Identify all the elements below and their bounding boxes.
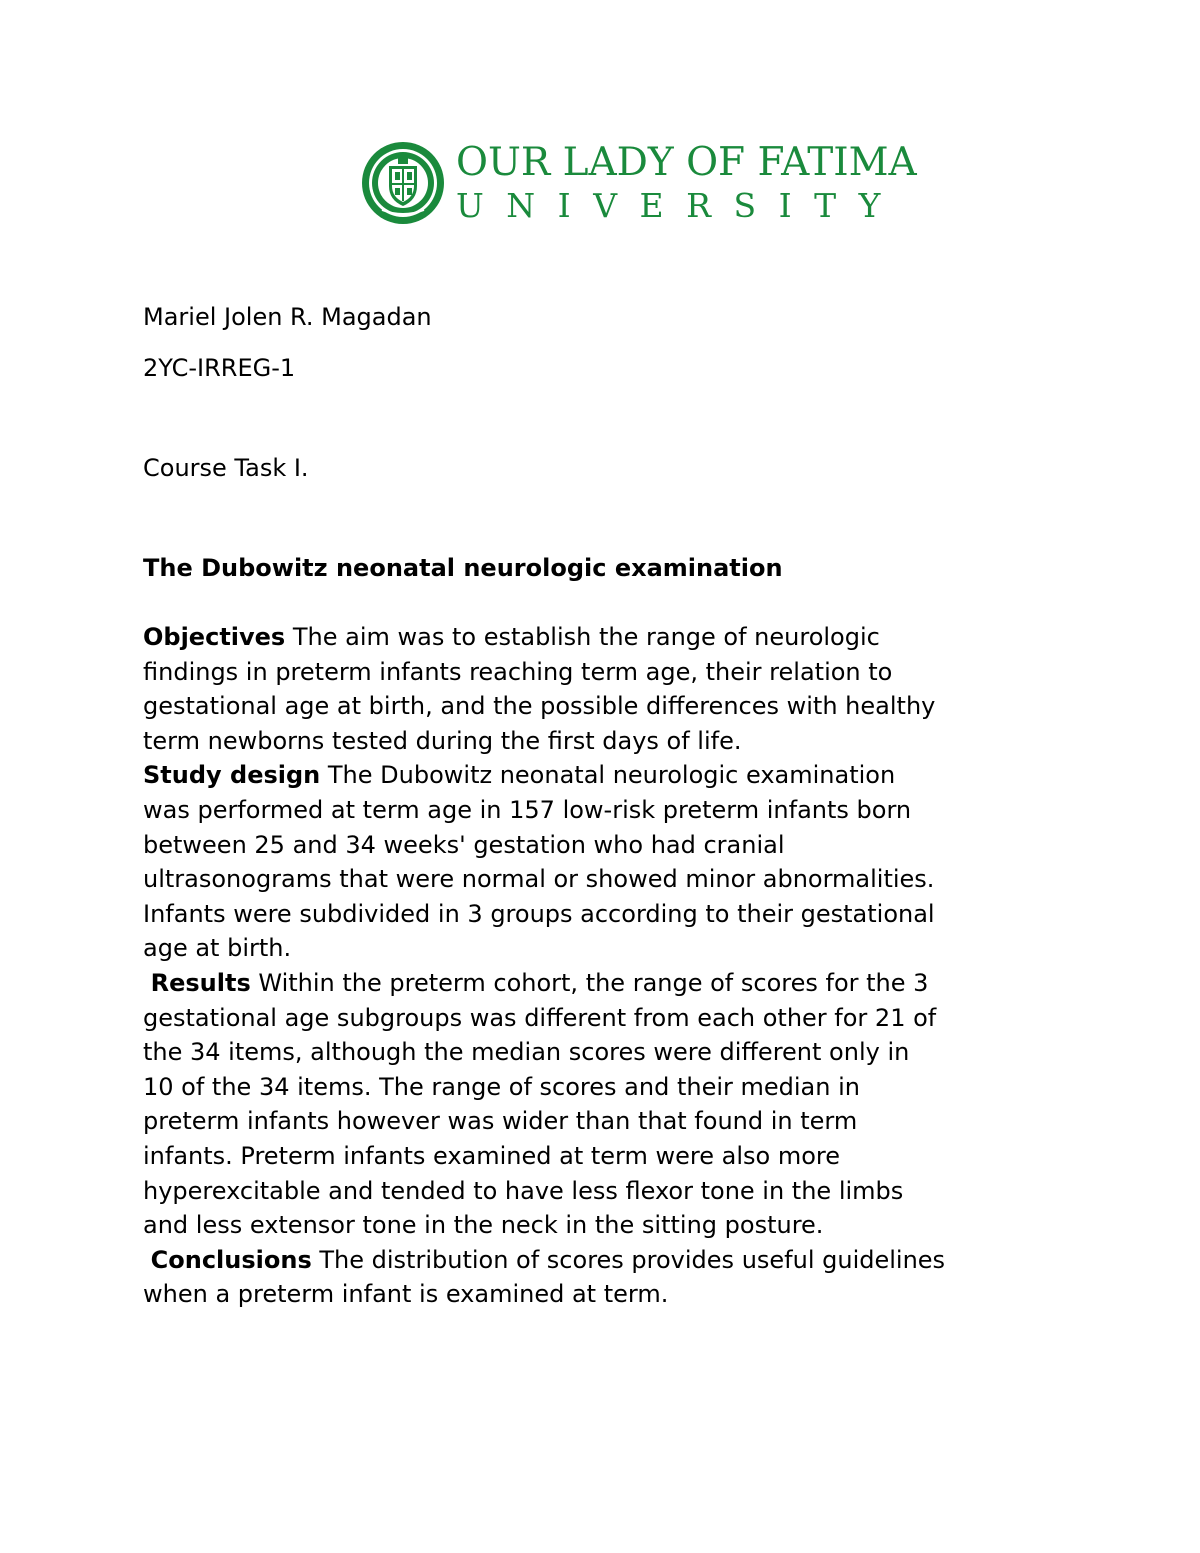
abstract-text: hyperexcitable and tended to have less flexor tone in the limbs [143, 1176, 904, 1205]
conclusions-line [143, 1243, 945, 1278]
abstract-text: Within the preterm cohort, the range of scores for the 3 [250, 968, 929, 997]
abstract-text: when a preterm infant is examined at term. [143, 1280, 669, 1309]
objectives-heading: Objectives [143, 623, 286, 651]
abstract-text: The Dubowitz neonatal neurologic examination [320, 761, 896, 790]
university-logo [360, 140, 920, 230]
objectives-line [143, 620, 945, 655]
conclusions-heading: Conclusions [150, 1245, 312, 1274]
university-name-line2: UNIVERSITY [456, 186, 903, 225]
abstract-text: and less extensor tone in the neck in the sitting posture. [143, 1211, 824, 1240]
student-name: Mariel Jolen R. Magadan [143, 303, 432, 331]
abstract-text: was performed at term age in 157 low-risk preterm infants born [143, 795, 912, 824]
abstract-text: the 34 items, although the median scores were different only in [143, 1038, 910, 1067]
abstract-text: infants. Preterm infants examined at term were also more [143, 1141, 840, 1170]
university-seal-icon [360, 140, 446, 226]
abstract-text: preterm infants however was wider than that found in term [143, 1107, 858, 1136]
abstract-text: The aim was to establish the range of neurologic [285, 623, 880, 651]
abstract-text: 10 of the 34 items. The range of scores and their median in [143, 1072, 860, 1101]
course-task: Course Task I. [143, 454, 309, 482]
results-line [143, 966, 945, 1001]
university-wordmark [456, 140, 916, 230]
abstract-text: age at birth. [143, 934, 292, 963]
study-design-heading: Study design [143, 761, 321, 790]
abstract-text: between 25 and 34 weeks' gestation who had cranial [143, 830, 785, 859]
document-title: The Dubowitz neonatal neurologic examination [143, 554, 783, 582]
study-design-line [143, 758, 945, 793]
abstract-text: ultrasonograms that were normal or showed minor abnormalities. [143, 865, 935, 894]
abstract-text: gestational age at birth, and the possible differences with healthy [143, 692, 936, 721]
abstract-text: term newborns tested during the first days of life. [143, 726, 742, 755]
university-name-line1: OUR LADY OF FATIMA [456, 140, 917, 185]
abstract-text: findings in preterm infants reaching term age, their relation to [143, 657, 893, 686]
student-section: 2YC-IRREG-1 [143, 354, 296, 382]
results-heading: Results [150, 968, 251, 997]
abstract-text: Infants were subdivided in 3 groups according to their gestational [143, 899, 935, 928]
abstract-text: The distribution of scores provides useful guidelines [311, 1245, 946, 1274]
abstract-text: gestational age subgroups was different from each other for 21 of [143, 1003, 937, 1032]
abstract [143, 620, 945, 1312]
